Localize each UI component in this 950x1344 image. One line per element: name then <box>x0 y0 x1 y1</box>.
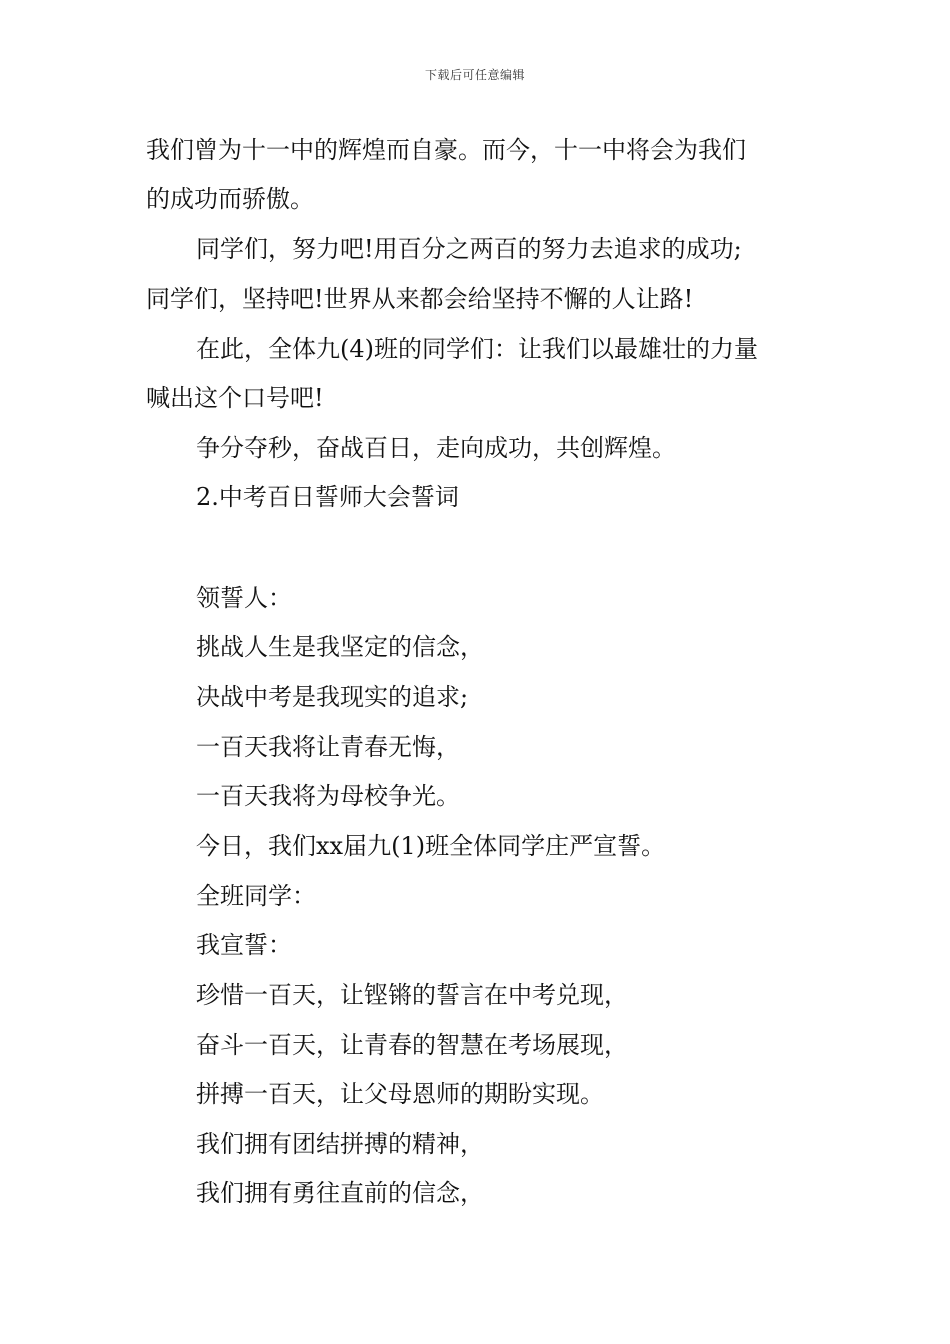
text-line: 决战中考是我现实的追求; <box>196 683 469 711</box>
text-line: 一百天我将为母校争光。 <box>196 782 460 810</box>
text-line: 我宣誓： <box>196 931 292 959</box>
text-line: 领誓人： <box>196 584 292 612</box>
text-line: 的成功而骄傲。 <box>146 185 314 213</box>
text-line: 争分夺秒，奋战百日，走向成功，共创辉煌。 <box>196 434 676 462</box>
text-line: 一百天我将让青春无悔， <box>196 733 460 761</box>
text-line: 拼搏一百天，让父母恩师的期盼实现。 <box>196 1080 604 1108</box>
text-line: 挑战人生是我坚定的信念， <box>196 633 484 661</box>
text-line: 全班同学： <box>196 882 316 910</box>
text-line: 同学们，坚持吧!世界从来都会给坚持不懈的人让路! <box>146 285 694 313</box>
text-line: 今日，我们xx届九(1)班全体同学庄严宣誓。 <box>196 832 666 860</box>
text-line: 珍惜一百天，让铿锵的誓言在中考兑现， <box>196 981 628 1009</box>
text-line: 在此，全体九(4)班的同学们：让我们以最雄壮的力量 <box>196 335 758 363</box>
text-line: 我们拥有团结拼搏的精神， <box>196 1130 484 1158</box>
section-heading: 2.中考百日誓师大会誓词 <box>196 483 459 511</box>
page-header: 下载后可任意编辑 <box>424 68 525 82</box>
text-line: 我们拥有勇往直前的信念， <box>196 1179 484 1207</box>
text-line: 奋斗一百天，让青春的智慧在考场展现， <box>196 1031 628 1059</box>
text-line: 同学们，努力吧!用百分之两百的努力去追求的成功; <box>196 235 742 263</box>
text-line: 我们曾为十一中的辉煌而自豪。而今，十一中将会为我们 <box>146 136 746 164</box>
text-line: 喊出这个口号吧! <box>146 384 324 412</box>
